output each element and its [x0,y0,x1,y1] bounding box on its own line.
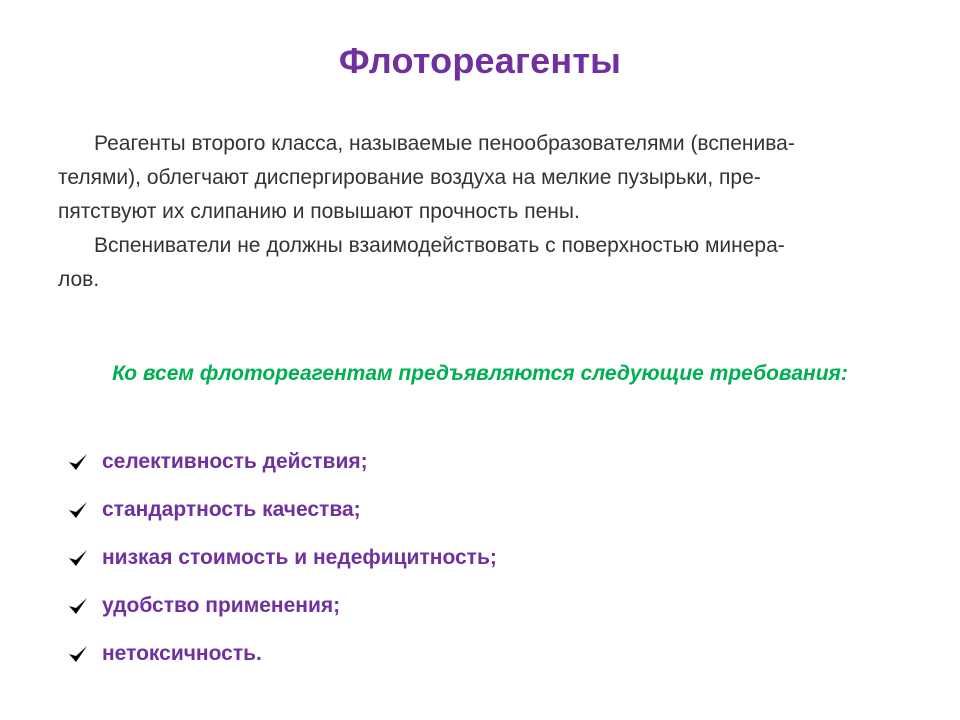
requirements-list [66,438,497,678]
requirement-label: селективность действия; [102,450,368,473]
check-arrow-icon [66,450,90,474]
check-arrow-icon [66,642,90,666]
list-item [66,582,497,630]
requirements-heading: Ко всем флотореагентам предъявляются следующие требования: [112,362,848,385]
check-arrow-icon [66,594,90,618]
list-item [66,486,497,534]
requirement-label: стандартность качества; [102,498,361,521]
list-item [66,534,497,582]
slide-title: Флотореагенты [338,40,622,81]
body-text [58,127,908,297]
requirement-label: удобство применения; [102,594,341,617]
requirement-label: нетоксичность. [102,642,262,665]
check-arrow-icon [66,546,90,570]
paragraph-line: пятствуют их слипанию и повышают прочность пены. [58,200,580,223]
list-item [66,438,497,486]
requirement-label: низкая стоимость и недефицитность; [102,546,497,569]
paragraph-1 [58,127,908,229]
list-item [66,630,497,678]
paragraph-line: телями), облегчают диспергирование воздуха на мелкие пузырьки, пре- [58,166,761,189]
paragraph-line: Вспениватели не должны взаимодействовать с поверхностью минера- [94,234,785,257]
paragraph-2 [58,229,908,297]
paragraph-line: Реагенты второго класса, называемые пенообразователями (вспенива- [94,132,795,155]
check-arrow-icon [66,498,90,522]
paragraph-line: лов. [58,268,100,291]
